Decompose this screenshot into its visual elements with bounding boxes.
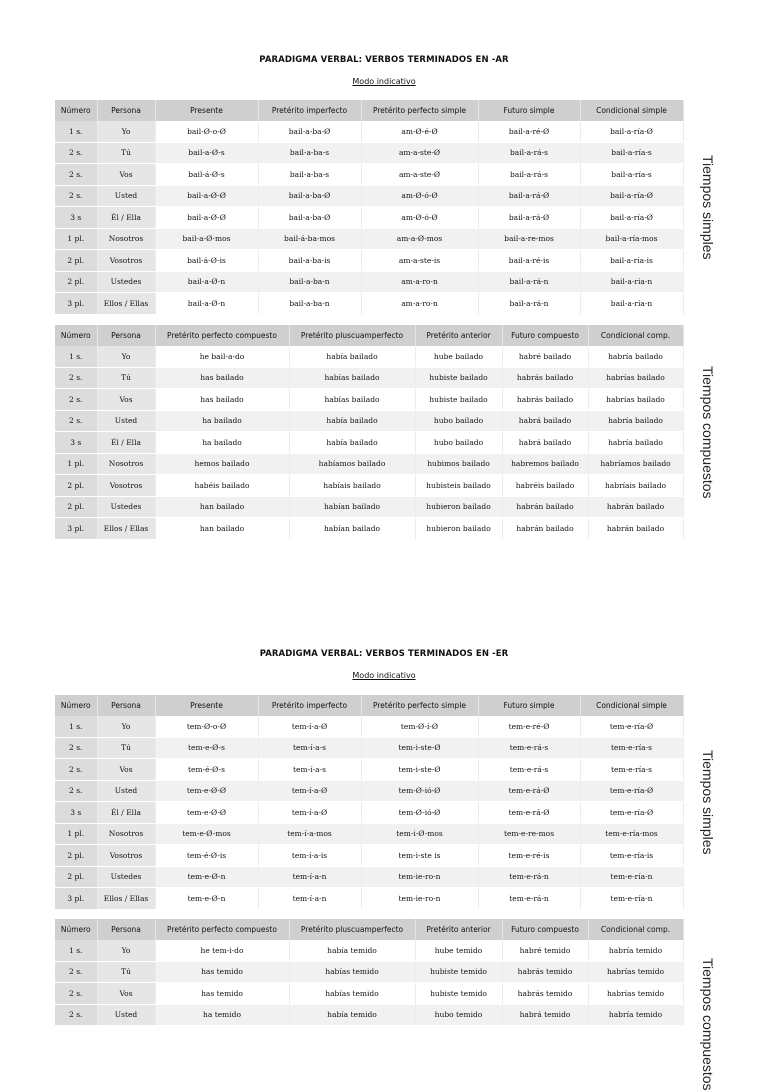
- conjugation-cell: bail-a-ría-Ø: [580, 207, 683, 229]
- table-row: [55, 389, 683, 411]
- conjugation-cell: ha bailado: [155, 432, 289, 454]
- conjugation-cell: bail-a-rá-n: [478, 271, 580, 293]
- number-cell: 1 s.: [55, 940, 97, 961]
- conjugation-cell: habíais bailado: [289, 475, 415, 497]
- conjugation-cell: bail-a-ría-n: [580, 293, 683, 315]
- person-cell: Vos: [97, 759, 155, 781]
- person-cell: Yo: [97, 716, 155, 737]
- side-label-text: Tiempos simples: [700, 154, 716, 260]
- conjugation-cell: bail-a-ría-s: [580, 164, 683, 186]
- conjugation-cell: hubiste temido: [415, 983, 502, 1005]
- conjugation-cell: tem-i-Ø-mos: [361, 823, 478, 845]
- person-cell: Él / Ella: [97, 207, 155, 229]
- number-cell: 3 s: [55, 207, 97, 229]
- number-cell: 2 s.: [55, 164, 97, 186]
- conjugation-cell: habría bailado: [588, 346, 683, 367]
- conjugation-cell: habrás temido: [502, 961, 588, 983]
- conjugation-cell: tem-e-rá-n: [478, 888, 580, 910]
- conjugation-cell: habías temido: [289, 983, 415, 1005]
- conjugation-cell: ha bailado: [155, 410, 289, 432]
- column-header: Número: [55, 919, 97, 940]
- conjugation-cell: habrás bailado: [502, 367, 588, 389]
- number-cell: 2 s.: [55, 961, 97, 983]
- column-header: Pretérito imperfecto: [258, 695, 361, 716]
- table-row: [55, 983, 683, 1005]
- conjugation-cell: he tem-i-do: [155, 940, 289, 961]
- person-cell: Nosotros: [97, 823, 155, 845]
- person-cell: Vos: [97, 389, 155, 411]
- table-row: [55, 1004, 683, 1026]
- conjugation-cell: tem-e-rá-s: [478, 759, 580, 781]
- conjugation-cell: habrá bailado: [502, 432, 588, 454]
- person-cell: Usted: [97, 780, 155, 802]
- number-cell: 2 pl.: [55, 250, 97, 272]
- table-row: [55, 759, 683, 781]
- column-header: Presente: [155, 100, 258, 121]
- compound-tenses-table: [55, 919, 684, 1026]
- section-title: PARADIGMA VERBAL: VERBOS TERMINADOS EN -ER: [259, 649, 509, 659]
- table-row: [55, 410, 683, 432]
- table-row: [55, 961, 683, 983]
- person-cell: Yo: [97, 346, 155, 367]
- conjugation-cell: tem-e-Ø-mos: [155, 823, 258, 845]
- conjugation-cell: habrán bailado: [502, 518, 588, 540]
- conjugation-cell: bail-a-ré-Ø: [478, 121, 580, 142]
- person-cell: Usted: [97, 410, 155, 432]
- conjugation-cell: hubo bailado: [415, 432, 502, 454]
- conjugation-cell: habría bailado: [588, 432, 683, 454]
- conjugation-cell: bail-a-ba-Ø: [258, 121, 361, 142]
- conjugation-cell: hubiste bailado: [415, 389, 502, 411]
- conjugation-cell: tem-í-a-Ø: [258, 780, 361, 802]
- conjugation-cell: habría temido: [588, 1004, 683, 1026]
- person-cell: Usted: [97, 1004, 155, 1026]
- person-cell: Tú: [97, 142, 155, 164]
- table-row: [55, 780, 683, 802]
- column-header: Futuro simple: [478, 100, 580, 121]
- column-header: Persona: [97, 919, 155, 940]
- number-cell: 2 s.: [55, 142, 97, 164]
- table-row: [55, 866, 683, 888]
- column-header: Futuro compuesto: [502, 325, 588, 346]
- side-label-text: Tiempos simples: [700, 749, 716, 855]
- conjugation-cell: habrías bailado: [588, 389, 683, 411]
- conjugation-cell: tem-e-ría-n: [580, 866, 683, 888]
- conjugation-cell: habrán bailado: [588, 518, 683, 540]
- column-header: Pretérito pluscuamperfecto: [289, 919, 415, 940]
- conjugation-cell: tem-i-ste-Ø: [361, 737, 478, 759]
- column-header: Pretérito anterior: [415, 325, 502, 346]
- table-row: [55, 367, 683, 389]
- conjugation-cell: bail-a-ba-Ø: [258, 207, 361, 229]
- table-row: [55, 207, 683, 229]
- table-row: [55, 802, 683, 824]
- column-header: Pretérito perfecto simple: [361, 100, 478, 121]
- conjugation-cell: tem-e-ré-Ø: [478, 716, 580, 737]
- conjugation-cell: hemos bailado: [155, 453, 289, 475]
- conjugation-cell: tem-e-Ø-Ø: [155, 780, 258, 802]
- column-header: Presente: [155, 695, 258, 716]
- conjugation-cell: am-a-Ø-mos: [361, 228, 478, 250]
- person-cell: Él / Ella: [97, 432, 155, 454]
- column-header: Futuro simple: [478, 695, 580, 716]
- person-cell: Tú: [97, 961, 155, 983]
- conjugation-cell: tem-e-Ø-s: [155, 737, 258, 759]
- table-row: [55, 121, 683, 142]
- person-cell: Usted: [97, 185, 155, 207]
- conjugation-cell: tem-e-Ø-n: [155, 888, 258, 910]
- person-cell: Ellos / Ellas: [97, 293, 155, 315]
- conjugation-cell: bail-a-ré-is: [478, 250, 580, 272]
- conjugation-cell: tem-e-rá-n: [478, 866, 580, 888]
- number-cell: 1 pl.: [55, 453, 97, 475]
- conjugation-cell: habrías temido: [588, 983, 683, 1005]
- table-row: [55, 432, 683, 454]
- column-header: Número: [55, 695, 97, 716]
- conjugation-cell: tem-e-rá-s: [478, 737, 580, 759]
- conjugation-cell: bail-a-Ø-Ø: [155, 207, 258, 229]
- conjugation-cell: tem-e-ré-is: [478, 845, 580, 867]
- table-row: [55, 271, 683, 293]
- compound-tenses-table: [55, 325, 684, 540]
- person-cell: Tú: [97, 737, 155, 759]
- number-cell: 2 s.: [55, 983, 97, 1005]
- conjugation-cell: he bail-a-do: [155, 346, 289, 367]
- number-cell: 1 s.: [55, 346, 97, 367]
- conjugation-cell: tem-e-Ø-Ø: [155, 802, 258, 824]
- conjugation-cell: hubo temido: [415, 1004, 502, 1026]
- number-cell: 1 pl.: [55, 228, 97, 250]
- conjugation-cell: tem-e-ría-Ø: [580, 780, 683, 802]
- side-label-text: Tiempos compuestos: [700, 958, 716, 1091]
- conjugation-cell: tem-í-a-n: [258, 888, 361, 910]
- conjugation-cell: habías temido: [289, 961, 415, 983]
- number-cell: 3 pl.: [55, 293, 97, 315]
- conjugation-cell: había bailado: [289, 346, 415, 367]
- conjugation-cell: bail-a-ba-n: [258, 271, 361, 293]
- side-label: [690, 100, 726, 314]
- conjugation-cell: bail-a-Ø-s: [155, 142, 258, 164]
- conjugation-cell: tem-i-ste-Ø: [361, 759, 478, 781]
- conjugation-cell: habríamos bailado: [588, 453, 683, 475]
- conjugation-cell: tem-é-Ø-is: [155, 845, 258, 867]
- table-row: [55, 496, 683, 518]
- conjugation-cell: bail-a-ría-n: [580, 271, 683, 293]
- conjugation-cell: tem-é-Ø-s: [155, 759, 258, 781]
- column-header: Futuro compuesto: [502, 919, 588, 940]
- person-cell: Vos: [97, 164, 155, 186]
- person-cell: Tú: [97, 367, 155, 389]
- number-cell: 2 s.: [55, 759, 97, 781]
- conjugation-cell: bail-a-ba-s: [258, 142, 361, 164]
- conjugation-cell: tem-í-a-s: [258, 759, 361, 781]
- conjugation-cell: tem-e-rá-Ø: [478, 802, 580, 824]
- conjugation-cell: tem-i-ste is: [361, 845, 478, 867]
- table-row: [55, 142, 683, 164]
- side-label: [690, 325, 726, 539]
- conjugation-cell: hubiste temido: [415, 961, 502, 983]
- conjugation-cell: tem-í-a-s: [258, 737, 361, 759]
- conjugation-cell: am-a-ro-n: [361, 271, 478, 293]
- number-cell: 2 s.: [55, 367, 97, 389]
- conjugation-cell: había bailado: [289, 410, 415, 432]
- number-cell: 2 s.: [55, 410, 97, 432]
- conjugation-cell: tem-e-ría-n: [580, 888, 683, 910]
- conjugation-cell: tem-Ø-í-Ø: [361, 716, 478, 737]
- table-row: [55, 185, 683, 207]
- column-header: Condicional comp.: [588, 325, 683, 346]
- person-cell: Vosotros: [97, 250, 155, 272]
- conjugation-cell: hubieron bailado: [415, 518, 502, 540]
- conjugation-cell: tem-í-a-Ø: [258, 802, 361, 824]
- table-row: [55, 346, 683, 367]
- conjugation-cell: am-Ø-ó-Ø: [361, 185, 478, 207]
- conjugation-cell: habremos bailado: [502, 453, 588, 475]
- conjugation-cell: hubieron bailado: [415, 496, 502, 518]
- conjugation-cell: habían bailado: [289, 518, 415, 540]
- column-header: Pretérito perfecto compuesto: [155, 919, 289, 940]
- column-header: Pretérito perfecto simple: [361, 695, 478, 716]
- conjugation-cell: bail-a-rá-n: [478, 293, 580, 315]
- conjugation-cell: has temido: [155, 961, 289, 983]
- conjugation-cell: hubiste bailado: [415, 367, 502, 389]
- number-cell: 1 s.: [55, 716, 97, 737]
- person-cell: Él / Ella: [97, 802, 155, 824]
- conjugation-cell: tem-Ø-ió-Ø: [361, 802, 478, 824]
- conjugation-cell: bail-a-ría-s: [580, 142, 683, 164]
- conjugation-cell: ha temido: [155, 1004, 289, 1026]
- conjugation-cell: tem-e-ría-is: [580, 845, 683, 867]
- conjugation-cell: habrán bailado: [502, 496, 588, 518]
- column-header: Condicional simple: [580, 695, 683, 716]
- conjugation-cell: han bailado: [155, 518, 289, 540]
- conjugation-cell: habrás temido: [502, 983, 588, 1005]
- conjugation-cell: bail-a-Ø-n: [155, 293, 258, 315]
- simple-tenses-table: [55, 100, 684, 315]
- conjugation-cell: am-Ø-é-Ø: [361, 121, 478, 142]
- number-cell: 2 s.: [55, 737, 97, 759]
- column-header: Pretérito perfecto compuesto: [155, 325, 289, 346]
- conjugation-cell: había temido: [289, 940, 415, 961]
- person-cell: Ellos / Ellas: [97, 518, 155, 540]
- conjugation-cell: bail-a-re-mos: [478, 228, 580, 250]
- conjugation-cell: has bailado: [155, 367, 289, 389]
- number-cell: 2 pl.: [55, 845, 97, 867]
- conjugation-cell: bail-a-ría-Ø: [580, 121, 683, 142]
- conjugation-cell: tem-e-ría-Ø: [580, 802, 683, 824]
- table-row: [55, 716, 683, 737]
- conjugation-cell: tem-Ø-o-Ø: [155, 716, 258, 737]
- table-row: [55, 888, 683, 910]
- conjugation-cell: bail-a-ba-s: [258, 164, 361, 186]
- conjugation-cell: tem-e-ría-Ø: [580, 716, 683, 737]
- conjugation-cell: habías bailado: [289, 389, 415, 411]
- column-header: Número: [55, 100, 97, 121]
- table-row: [55, 250, 683, 272]
- section-title: PARADIGMA VERBAL: VERBOS TERMINADOS EN -AR: [259, 55, 509, 65]
- section-subtitle: Modo indicativo: [352, 77, 416, 86]
- conjugation-cell: había temido: [289, 1004, 415, 1026]
- conjugation-cell: tem-e-re-mos: [478, 823, 580, 845]
- column-header: Condicional comp.: [588, 919, 683, 940]
- conjugation-cell: am-a-ste-Ø: [361, 142, 478, 164]
- table-row: [55, 164, 683, 186]
- table-row: [55, 518, 683, 540]
- conjugation-cell: habré temido: [502, 940, 588, 961]
- conjugation-cell: bail-a-Ø-mos: [155, 228, 258, 250]
- number-cell: 2 s.: [55, 389, 97, 411]
- conjugation-cell: tem-ie-ro-n: [361, 888, 478, 910]
- section-subtitle: Modo indicativo: [352, 671, 416, 680]
- person-cell: Ellos / Ellas: [97, 888, 155, 910]
- column-header: Pretérito imperfecto: [258, 100, 361, 121]
- conjugation-cell: habrías bailado: [588, 367, 683, 389]
- conjugation-cell: hubimos bailado: [415, 453, 502, 475]
- person-cell: Nosotros: [97, 228, 155, 250]
- column-header: Persona: [97, 695, 155, 716]
- conjugation-cell: hubo bailado: [415, 410, 502, 432]
- column-header: Número: [55, 325, 97, 346]
- conjugation-cell: tem-e-Ø-n: [155, 866, 258, 888]
- conjugation-cell: había bailado: [289, 432, 415, 454]
- conjugation-cell: habría temido: [588, 940, 683, 961]
- person-cell: Ustedes: [97, 271, 155, 293]
- conjugation-cell: habría bailado: [588, 410, 683, 432]
- number-cell: 2 s.: [55, 185, 97, 207]
- person-cell: Vosotros: [97, 475, 155, 497]
- conjugation-cell: bail-a-ría-mos: [580, 228, 683, 250]
- conjugation-cell: bail-a-rá-s: [478, 142, 580, 164]
- conjugation-cell: bail-a-ba-is: [258, 250, 361, 272]
- number-cell: 2 pl.: [55, 271, 97, 293]
- conjugation-cell: tem-í-a-is: [258, 845, 361, 867]
- number-cell: 3 pl.: [55, 518, 97, 540]
- table-row: [55, 228, 683, 250]
- number-cell: 2 s.: [55, 1004, 97, 1026]
- conjugation-cell: bail-a-ba-n: [258, 293, 361, 315]
- number-cell: 1 pl.: [55, 823, 97, 845]
- number-cell: 2 pl.: [55, 496, 97, 518]
- conjugation-cell: habrá bailado: [502, 410, 588, 432]
- conjugation-cell: bail-a-ría-Ø: [580, 185, 683, 207]
- conjugation-cell: bail-á-ba-mos: [258, 228, 361, 250]
- conjugation-cell: habrías temido: [588, 961, 683, 983]
- table-row: [55, 845, 683, 867]
- number-cell: 2 s.: [55, 780, 97, 802]
- column-header: Persona: [97, 325, 155, 346]
- side-label: [690, 695, 726, 909]
- conjugation-cell: tem-ie-ro-n: [361, 866, 478, 888]
- conjugation-cell: tem-e-ría-mos: [580, 823, 683, 845]
- conjugation-cell: bail-Ø-o-Ø: [155, 121, 258, 142]
- number-cell: 2 pl.: [55, 866, 97, 888]
- conjugation-cell: bail-á-Ø-s: [155, 164, 258, 186]
- column-header: Pretérito anterior: [415, 919, 502, 940]
- person-cell: Ustedes: [97, 866, 155, 888]
- conjugation-cell: has bailado: [155, 389, 289, 411]
- conjugation-cell: tem-í-a-mos: [258, 823, 361, 845]
- conjugation-cell: habríais bailado: [588, 475, 683, 497]
- conjugation-cell: bail-a-rá-Ø: [478, 185, 580, 207]
- side-label: [690, 958, 726, 1091]
- table-row: [55, 475, 683, 497]
- conjugation-cell: bail-á-Ø-is: [155, 250, 258, 272]
- conjugation-cell: tem-í-a-n: [258, 866, 361, 888]
- conjugation-cell: habéis bailado: [155, 475, 289, 497]
- table-row: [55, 453, 683, 475]
- table-row: [55, 940, 683, 961]
- table-row: [55, 737, 683, 759]
- simple-tenses-table: [55, 695, 684, 910]
- conjugation-cell: hubisteis bailado: [415, 475, 502, 497]
- conjugation-cell: han bailado: [155, 496, 289, 518]
- conjugation-cell: am-a-ro-n: [361, 293, 478, 315]
- conjugation-cell: bail-a-rá-s: [478, 164, 580, 186]
- person-cell: Ustedes: [97, 496, 155, 518]
- conjugation-cell: bail-a-ba-Ø: [258, 185, 361, 207]
- conjugation-cell: has temido: [155, 983, 289, 1005]
- conjugation-cell: am-Ø-ó-Ø: [361, 207, 478, 229]
- number-cell: 3 s: [55, 802, 97, 824]
- side-label-text: Tiempos compuestos: [700, 365, 716, 499]
- conjugation-cell: hube temido: [415, 940, 502, 961]
- conjugation-cell: tem-e-ría-s: [580, 759, 683, 781]
- conjugation-cell: tem-í-a-Ø: [258, 716, 361, 737]
- column-header: Condicional simple: [580, 100, 683, 121]
- conjugation-cell: habrás bailado: [502, 389, 588, 411]
- table-row: [55, 823, 683, 845]
- person-cell: Vos: [97, 983, 155, 1005]
- conjugation-cell: habías bailado: [289, 367, 415, 389]
- conjugation-cell: tem-Ø-ió-Ø: [361, 780, 478, 802]
- person-cell: Yo: [97, 940, 155, 961]
- column-header: Pretérito pluscuamperfecto: [289, 325, 415, 346]
- conjugation-cell: am-a-ste-Ø: [361, 164, 478, 186]
- number-cell: 3 pl.: [55, 888, 97, 910]
- table-row: [55, 293, 683, 315]
- number-cell: 1 s.: [55, 121, 97, 142]
- conjugation-cell: hube bailado: [415, 346, 502, 367]
- conjugation-cell: habrán bailado: [588, 496, 683, 518]
- conjugation-cell: habíamos bailado: [289, 453, 415, 475]
- number-cell: 2 pl.: [55, 475, 97, 497]
- conjugation-cell: habrá temido: [502, 1004, 588, 1026]
- conjugation-cell: tem-e-ría-s: [580, 737, 683, 759]
- person-cell: Nosotros: [97, 453, 155, 475]
- conjugation-cell: habían bailado: [289, 496, 415, 518]
- column-header: Persona: [97, 100, 155, 121]
- conjugation-cell: bail-a-ría-is: [580, 250, 683, 272]
- conjugation-cell: bail-a-Ø-n: [155, 271, 258, 293]
- conjugation-cell: bail-a-Ø-Ø: [155, 185, 258, 207]
- person-cell: Yo: [97, 121, 155, 142]
- conjugation-cell: habré bailado: [502, 346, 588, 367]
- conjugation-cell: bail-a-rá-Ø: [478, 207, 580, 229]
- number-cell: 3 s: [55, 432, 97, 454]
- person-cell: Vosotros: [97, 845, 155, 867]
- conjugation-cell: tem-e-rá-Ø: [478, 780, 580, 802]
- conjugation-cell: habréis bailado: [502, 475, 588, 497]
- conjugation-cell: am-a-ste-is: [361, 250, 478, 272]
